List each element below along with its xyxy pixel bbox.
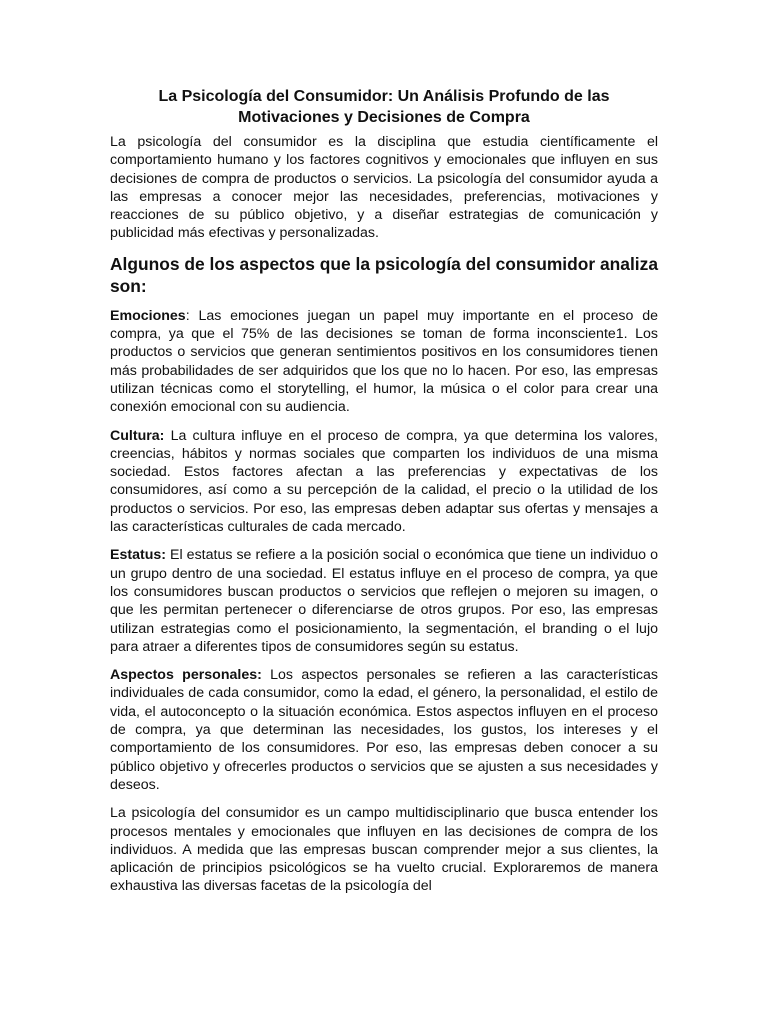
aspect-separator: :: [185, 307, 199, 324]
section-heading: Algunos de los aspectos que la psicología del consumidor analiza son:: [110, 253, 658, 296]
aspect-term: Emociones: [110, 307, 186, 324]
document-page: [110, 86, 658, 906]
aspect-term: Estatus:: [110, 547, 166, 564]
aspect-text: La cultura influye en el proceso de compra, ya que determina los valores, creencias, hábitos y normas sociales que comparten los individuos de una misma sociedad. Estos factores afectan a las preferencias y expectativas de los consumidores, así como a su percepción de la calidad, el precio o la utilidad de los productos o servicios. Por eso, las empresas deben adaptar sus ofertas y mensajes a las características culturales de cada mercado.: [110, 427, 658, 536]
aspect-text: El estatus se refiere a la posición social o económica que tiene un individuo o un grupo dentro de una sociedad. El estatus influye en el proceso de compra, ya que los consumidores buscan productos o servicios que reflejen o mejoren su imagen, o que les permitan pertenecer o diferenciarse de otros grupos. Por eso, las empresas utilizan estrategias como el posicionamiento, la segmentación, el branding o el lujo para atraer a diferentes tipos de consumidores según su estatus.: [110, 547, 658, 655]
aspect-paragraph-aspectos-personales: [110, 666, 658, 794]
aspect-paragraph-emociones: [110, 307, 658, 417]
aspect-paragraph-estatus: [110, 546, 658, 656]
aspect-term: Cultura:: [110, 427, 165, 444]
aspect-text: Las emociones juegan un papel muy importante en el proceso de compra, ya que el 75% de las decisiones se toman de forma inconsciente1. Los productos o servicios que generan sentimientos positivos en los consumidores tienen más probabilidades de ser adquiridos que los que no lo hacen. Por eso, las empresas utilizan técnicas como el storytelling, el humor, la música o el color para crear una conexión emocional con su audiencia.: [110, 307, 658, 416]
closing-paragraph: La psicología del consumidor es un campo multidisciplinario que busca entender los procesos mentales y emocionales que influyen en las decisiones de compra de los individuos. A medida que las empresas buscan comprender mejor a sus clientes, la aplicación de principios psicológicos se ha vuelto crucial. Exploraremos de manera exhaustiva las diversas facetas de la psicología del: [110, 805, 658, 895]
intro-paragraph: La psicología del consumidor es la disciplina que estudia científicamente el comportamiento humano y los factores cognitivos y emocionales que influyen en sus decisiones de compra de productos o servicios. La psicología del consumidor ayuda a las empresas a conocer mejor las necesidades, preferencias, motivaciones y reacciones de su público objetivo, y a diseñar estrategias de comunicación y publicidad más efectivas y personalizadas.: [110, 134, 658, 242]
document-title: La Psicología del Consumidor: Un Análisis Profundo de las Motivaciones y Decisiones de Compra: [158, 88, 610, 126]
aspect-paragraph-cultura: [110, 427, 658, 537]
aspect-text: Los aspectos personales se refieren a las características individuales de cada consumidor, como la edad, el género, la personalidad, el estilo de vida, el autoconcepto o la situación económica. Estos aspectos influyen en el proceso de compra, ya que determinan las necesidades, los gustos, los intereses y el comportamiento de los consumidores. Por eso, las empresas deben conocer a su público objetivo y ofrecerles productos o servicios que se ajusten a sus necesidades y deseos.: [110, 667, 658, 793]
aspect-term: Aspectos personales:: [110, 667, 262, 684]
aspect-separator: [262, 667, 270, 683]
